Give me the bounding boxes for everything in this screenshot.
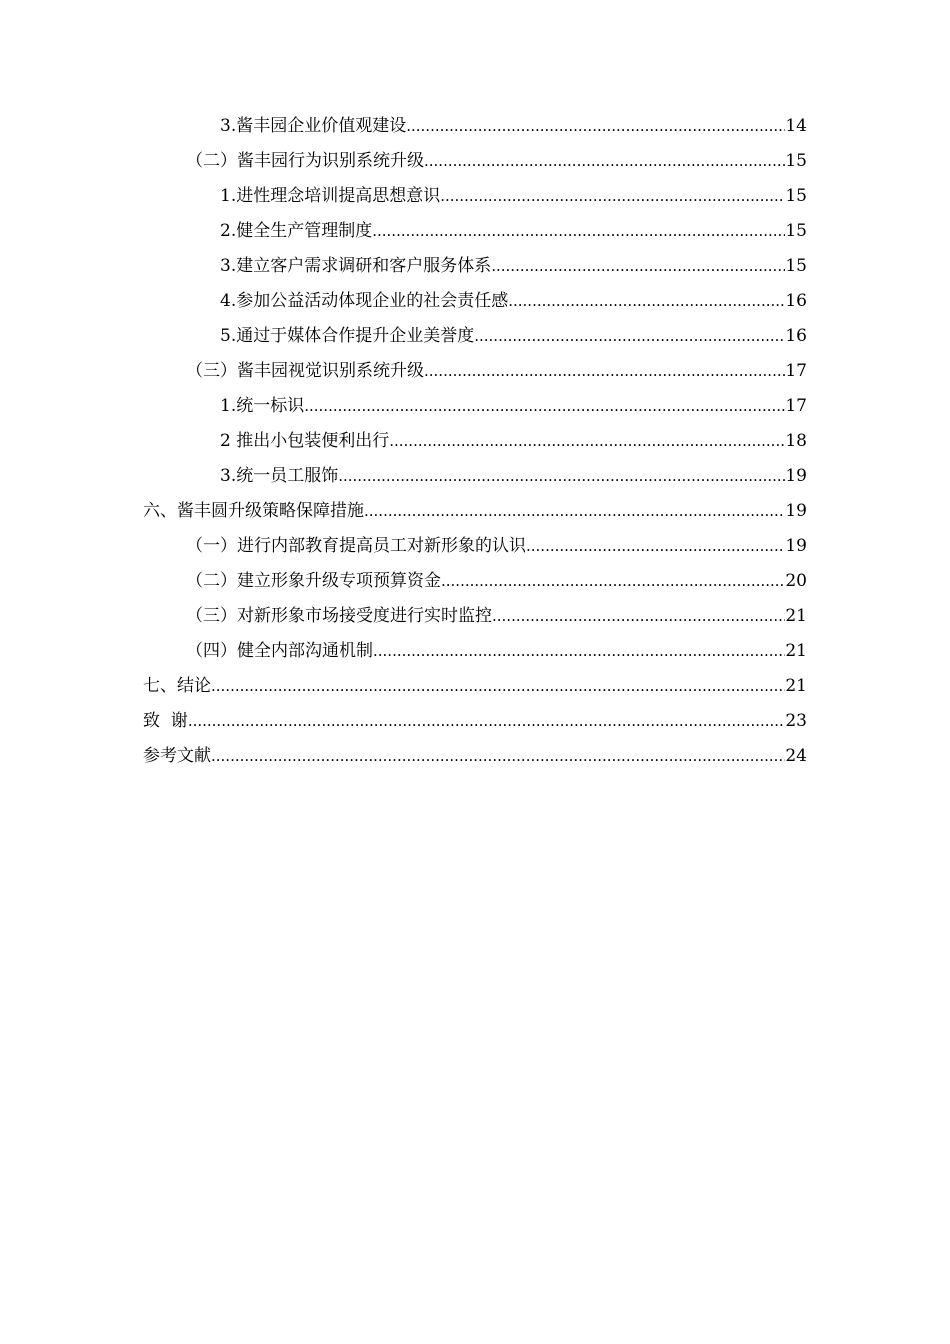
toc-entry-title: 1.统一标识 [220, 396, 305, 416]
toc-entry[interactable] [0, 669, 950, 704]
toc-entry[interactable] [0, 284, 950, 319]
dot-leader [508, 284, 785, 319]
toc-entry-page: 15 [785, 186, 807, 206]
dot-leader [441, 564, 785, 599]
toc-entry-title: 参考文献 [143, 746, 211, 766]
toc-entry-title: 5.通过于媒体合作提升企业美誉度 [220, 326, 475, 346]
toc-entry-title: 3.统一员工服饰 [220, 466, 339, 486]
dot-leader [188, 704, 786, 739]
dot-leader [492, 599, 785, 634]
dot-leader [211, 739, 785, 774]
toc-entry-page: 24 [785, 746, 807, 766]
dot-leader [373, 634, 785, 669]
toc-entry-page: 21 [785, 606, 807, 626]
toc-entry-page: 17 [785, 361, 807, 381]
toc-entry-title: （二）建立形象升级专项预算资金 [186, 571, 441, 591]
toc-entry-page: 16 [785, 326, 807, 346]
toc-entry[interactable] [0, 179, 950, 214]
dot-leader [424, 354, 785, 389]
dot-leader [389, 424, 785, 459]
toc-entry[interactable] [0, 599, 950, 634]
toc-entry-page: 19 [785, 466, 807, 486]
toc-entry-page: 19 [785, 536, 807, 556]
dot-leader [491, 249, 785, 284]
toc-entry-page: 23 [785, 711, 807, 731]
toc-entry-title: （二）酱丰园行为识别系统升级 [186, 151, 424, 171]
toc-entry[interactable] [0, 529, 950, 564]
toc-entry[interactable] [0, 389, 950, 424]
toc-entry[interactable] [0, 494, 950, 529]
toc-entry-page: 16 [785, 291, 807, 311]
toc-entry[interactable] [0, 109, 950, 144]
toc-entry-title: 1.进性理念培训提高思想意识 [220, 186, 441, 206]
toc-entry[interactable] [0, 214, 950, 249]
toc-entry-title: （一）进行内部教育提高员工对新形象的认识 [186, 536, 526, 556]
toc-entry[interactable] [0, 249, 950, 284]
toc-entry-title: 3.酱丰园企业价值观建设 [220, 116, 407, 136]
dot-leader [440, 179, 785, 214]
toc-entry-page: 15 [785, 256, 807, 276]
toc-entry[interactable] [0, 564, 950, 599]
toc-entry-page: 18 [785, 431, 807, 451]
dot-leader [364, 494, 785, 529]
toc-entry-page: 19 [785, 501, 807, 521]
toc-entry[interactable] [0, 354, 950, 389]
toc-entry-title: 4.参加公益活动体现企业的社会责任感 [220, 291, 509, 311]
toc-entry-title: 2.健全生产管理制度 [220, 221, 373, 241]
toc-entry-title: 七、结论 [143, 676, 211, 696]
table-of-contents [0, 109, 950, 774]
toc-entry[interactable] [0, 319, 950, 354]
toc-entry[interactable] [0, 739, 950, 774]
dot-leader [372, 214, 785, 249]
toc-entry[interactable] [0, 459, 950, 494]
toc-entry-title: （三）酱丰园视觉识别系统升级 [186, 361, 424, 381]
dot-leader [406, 109, 785, 144]
toc-entry-title: 致 谢 [143, 711, 188, 731]
toc-entry-title: 2 推出小包装便利出行 [220, 431, 390, 451]
toc-entry-page: 15 [785, 221, 807, 241]
toc-entry-page: 21 [785, 676, 807, 696]
dot-leader [424, 144, 785, 179]
toc-entry-page: 14 [785, 116, 807, 136]
toc-entry[interactable] [0, 634, 950, 669]
dot-leader [526, 529, 785, 564]
toc-entry-page: 17 [785, 396, 807, 416]
dot-leader [338, 459, 785, 494]
toc-entry-title: （三）对新形象市场接受度进行实时监控 [186, 606, 492, 626]
toc-entry[interactable] [0, 424, 950, 459]
toc-entry-page: 21 [785, 641, 807, 661]
toc-entry-page: 15 [785, 151, 807, 171]
toc-entry-title: 3.建立客户需求调研和客户服务体系 [220, 256, 492, 276]
toc-entry-title: （四）健全内部沟通机制 [186, 641, 373, 661]
toc-entry-page: 20 [785, 571, 807, 591]
dot-leader [474, 319, 785, 354]
toc-entry[interactable] [0, 704, 950, 739]
dot-leader [304, 389, 785, 424]
toc-entry-title: 六、酱丰圆升级策略保障措施 [143, 501, 364, 521]
dot-leader [211, 669, 785, 704]
toc-entry[interactable] [0, 144, 950, 179]
